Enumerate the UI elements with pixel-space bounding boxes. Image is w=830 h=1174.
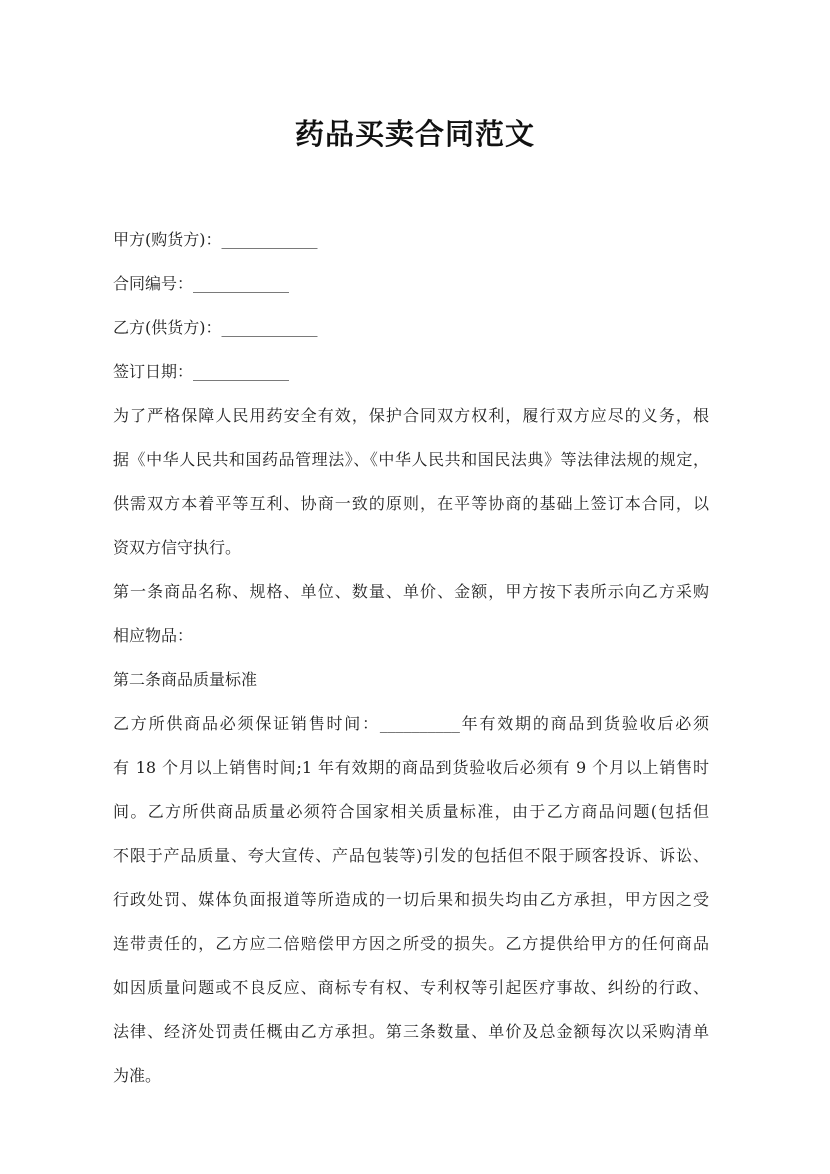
paragraph-line: 据《中华人民共和国药品管理法》、《中华人民共和国民法典》等法律法规的规定，: [113, 450, 709, 469]
paragraph-line: 第二条商品质量标准: [113, 670, 258, 689]
field-sign-date: 签订日期：____________: [113, 362, 290, 381]
paragraph-line: 有 18 个月以上销售时间;1 年有效期的商品到货验收后必须有 9 个月以上销售时: [113, 758, 709, 777]
field-party-b: 乙方(供货方)：____________: [113, 318, 318, 337]
paragraph-line: 连带责任的，乙方应二倍赔偿甲方因之所受的损失。乙方提供给甲方的任何商品: [113, 934, 709, 953]
paragraph-line: 第一条商品名称、规格、单位、数量、单价、金额，甲方按下表所示向乙方采购: [113, 582, 709, 601]
paragraph-line: 如因质量问题或不良反应、商标专有权、专利权等引起医疗事故、纠纷的行政、: [113, 978, 709, 997]
paragraph: [113, 574, 709, 662]
paragraph-line: 供需双方本着平等互利、协商一致的原则，在平等协商的基础上签订本合同，以: [113, 494, 709, 513]
paragraph-line: 资双方信守执行。: [113, 538, 242, 557]
paragraph-line: 乙方所供商品必须保证销售时间：__________年有效期的商品到货验收后必须: [113, 714, 709, 733]
paragraph-line: 间。乙方所供商品质量必须符合国家相关质量标准，由于乙方商品问题(包括但: [113, 802, 709, 821]
paragraph: [113, 398, 709, 574]
paragraph-line: 为了严格保障人民用药安全有效，保护合同双方权利，履行双方应尽的义务，根: [113, 406, 709, 425]
document-body: [113, 222, 709, 1102]
paragraph-line: 行政处罚、媒体负面报道等所造成的一切后果和损失均由乙方承担，甲方因之受: [113, 890, 709, 909]
paragraph-line: 不限于产品质量、夸大宣传、产品包装等)引发的包括但不限于顾客投诉、诉讼、: [113, 846, 709, 865]
paragraph: [113, 706, 709, 1102]
field-party-a: 甲方(购货方)：____________: [113, 230, 318, 249]
document-title: 药品买卖合同范文: [294, 117, 535, 151]
paragraph: [113, 662, 709, 706]
field-contract-number: 合同编号：____________: [113, 274, 290, 293]
paragraphs: [113, 398, 709, 1102]
paragraph-line: 法律、经济处罚责任概由乙方承担。第三条数量、单价及总金额每次以采购清单: [113, 1022, 709, 1041]
paragraph-line: 为准。: [113, 1066, 162, 1085]
paragraph-line: 相应物品：: [113, 626, 194, 645]
